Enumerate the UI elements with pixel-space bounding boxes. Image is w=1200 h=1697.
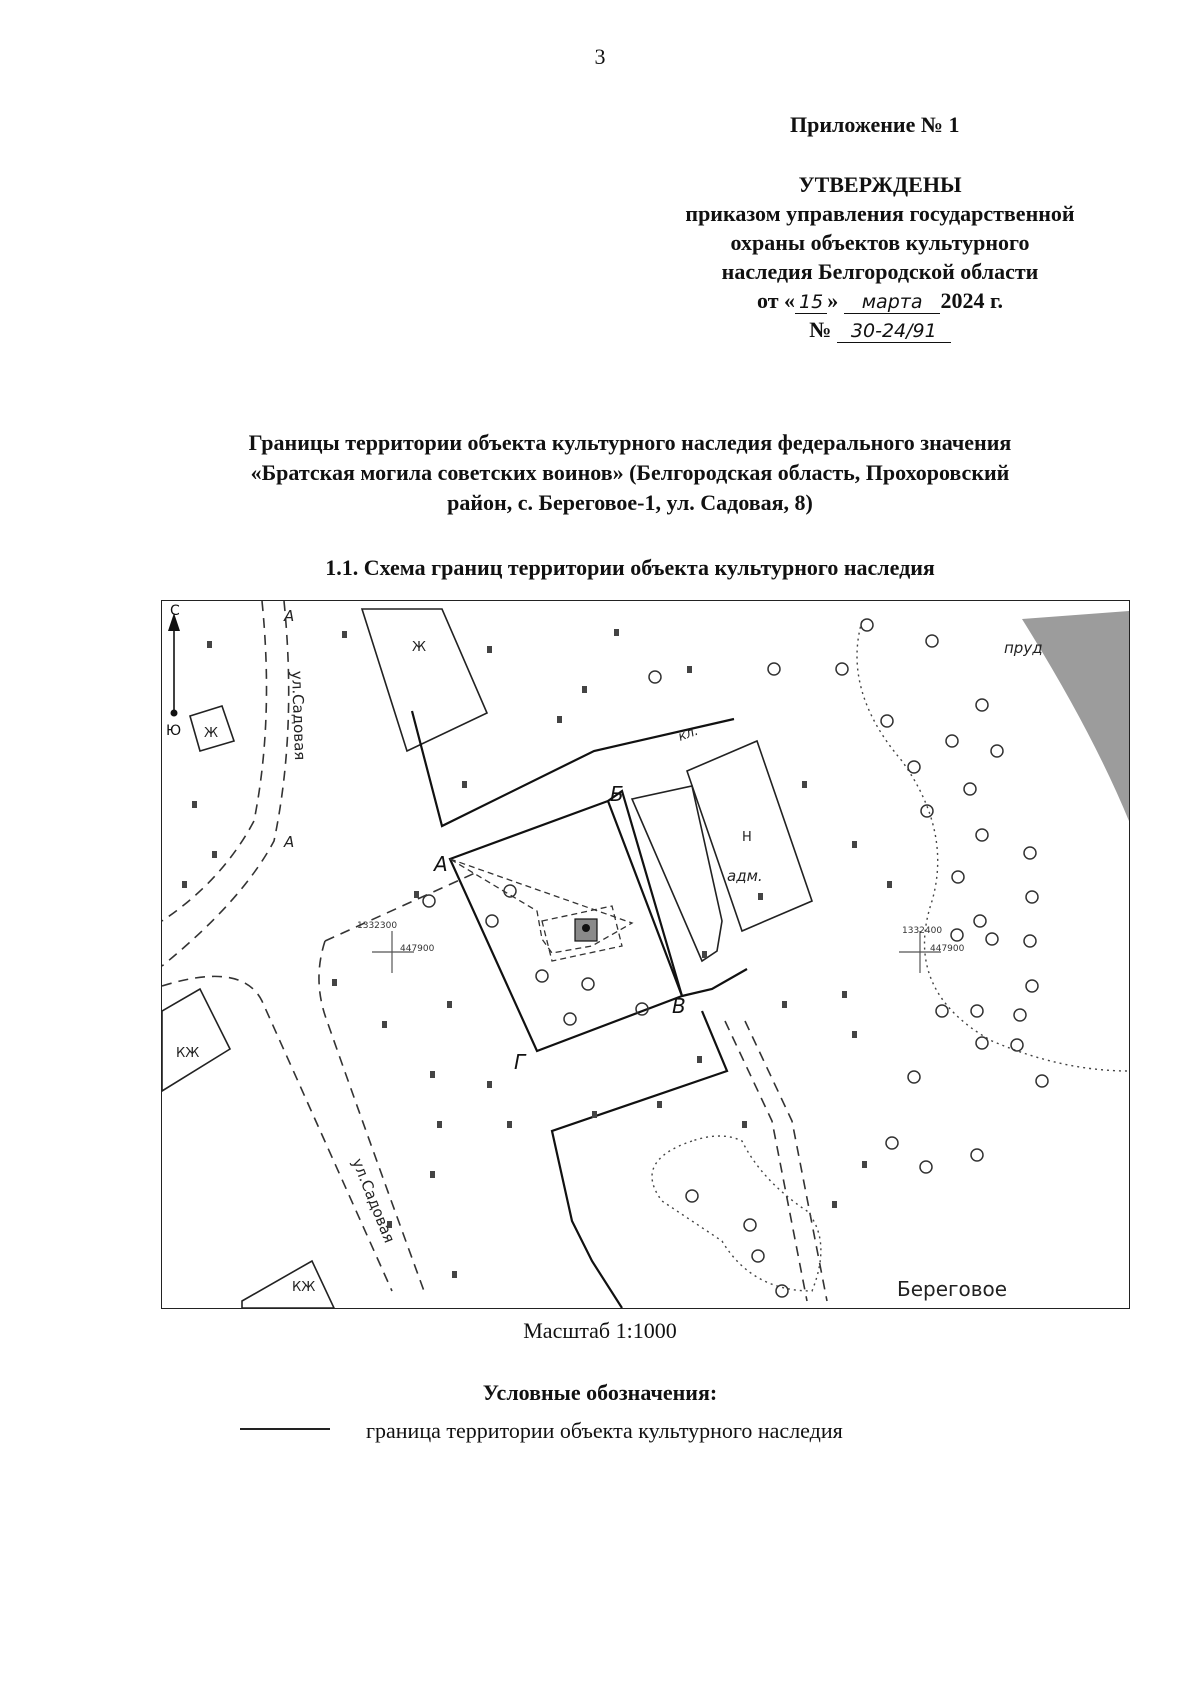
title-line-1: Границы территории объекта культурного наследия федерального значения [248,430,1012,455]
date-mid: » [827,288,839,313]
approval-heading: УТВЕРЖДЕНЫ [798,172,962,197]
point-a-label: А [434,852,448,876]
page-number: 3 [594,44,606,69]
south-label: Ю [166,723,182,739]
number-prefix: № [809,317,832,342]
date-month: марта [844,291,941,314]
grid-2-north: 1332400 [902,926,943,936]
grid-crosses [372,931,941,973]
monument-dot [582,924,590,932]
map-drawing [162,601,1129,1308]
kl-label: кл. [676,723,701,745]
approval-block [600,170,1160,344]
north-arrow [168,613,180,717]
approval-date [600,286,1160,315]
point-g-label: Г [514,1050,526,1074]
road-label-a2: А [284,833,295,851]
memorial-area [450,859,632,961]
date-year: 2024 г. [940,288,1003,313]
approval-line-3: наследия Белгородской области [721,259,1039,284]
date-day: 15 [795,291,827,314]
road-label-a1: А [284,607,295,625]
title-line-3: район, с. Береговое-1, ул. Садовая, 8) [447,490,813,515]
approval-line-2: охраны объектов культурного [730,230,1030,255]
legend-boundary-line-symbol [240,1428,330,1430]
road-edges [162,601,827,1301]
map-scale: Масштаб 1:1000 [523,1318,677,1343]
grid-2-east: 447900 [930,944,965,954]
legend-boundary-label: граница территории объекта культурного наследия [366,1418,843,1443]
tree-symbols [423,619,1048,1297]
street-label-top: ул.Садовая [288,670,310,761]
document-title [130,428,1130,518]
building-label-2: Ж [204,726,219,741]
street-label-bottom: ул.Садовая [348,1155,399,1246]
approval-line-1: приказом управления государственной [685,201,1075,226]
boundary-scheme-map [161,600,1130,1309]
building-label-1: Ж [412,640,427,655]
pond-label: пруд [1004,639,1043,657]
settlement-label: Береговое [897,1277,1008,1301]
point-b-label: Б [610,782,624,806]
legend-title: Условные обозначения: [482,1380,718,1405]
building-label-3: КЖ [176,1046,200,1061]
appendix-label: Приложение № 1 [790,112,960,137]
section-title: 1.1. Схема границ территории объекта культурного наследия [325,555,935,580]
grid-1-east: 447900 [400,944,435,954]
building-label-4: КЖ [292,1280,316,1295]
order-number: 30-24/91 [837,320,951,343]
building-label-adm-h: Н [742,830,752,845]
title-line-2: «Братская могила советских воинов» (Белгородская область, Прохоровский [250,460,1010,485]
date-prefix: от « [757,288,796,313]
buildings [162,609,812,1308]
approval-number [600,315,1160,344]
building-label-adm: адм. [727,867,763,885]
point-v-label: В [672,994,686,1018]
north-label: С [170,603,180,619]
grid-1-north: 1332300 [357,921,398,931]
